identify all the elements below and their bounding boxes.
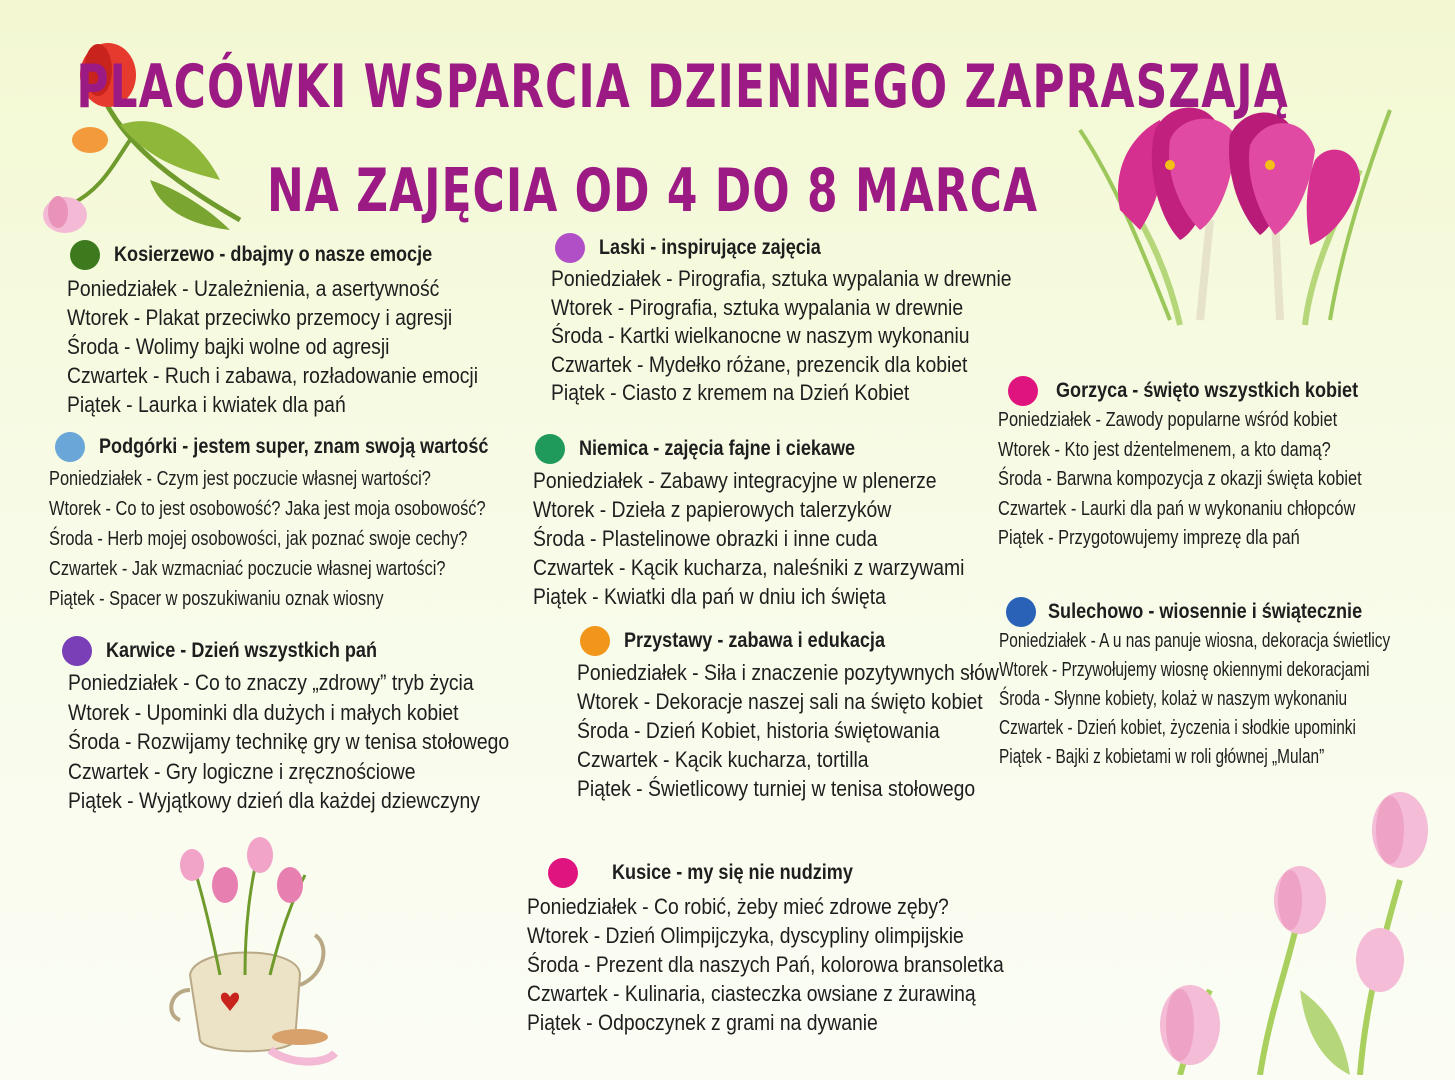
schedule-line: Piątek - Świetlicowy turniej w tenisa stołowego (577, 776, 976, 801)
schedule-line: Czwartek - Dzień kobiet, życzenia i słodkie upominki (999, 717, 1356, 739)
center-podgorki (49, 432, 581, 614)
bullet-dot (1008, 376, 1038, 406)
schedule-line: Wtorek - Pirografia, sztuka wypalania w drewnie (551, 294, 964, 320)
center-heading: Laski - inspirujące zajęcia (599, 236, 821, 259)
schedule-line: Środa - Dzień Kobiet, historia świętowania (577, 718, 940, 743)
bullet-dot (580, 626, 610, 656)
schedule-line: Środa - Kartki wielkanocne w naszym wykonaniu (551, 323, 970, 348)
schedule-line: Czwartek - Kącik kucharza, naleśniki z warzywami (533, 555, 965, 580)
bullet-dot (70, 240, 100, 270)
center-heading: Niemica - zajęcia fajne i ciekawe (579, 437, 856, 460)
schedule-line: Poniedziałek - Zabawy integracyjne w plenerze (533, 468, 937, 493)
schedule-line: Środa - Barwna kompozycja z okazji święta kobiet (998, 468, 1362, 490)
schedule-line: Wtorek - Kto jest dżentelmenem, a kto damą? (998, 438, 1331, 461)
center-przystawy (577, 626, 1056, 803)
center-kosierzewo (67, 240, 534, 419)
schedule-line: Wtorek - Upominki dla dużych i małych kobiet (68, 699, 459, 725)
schedule-line: Wtorek - Plakat przeciwko przemocy i agresji (67, 305, 453, 330)
schedule-line: Czwartek - Mydełko różane, prezencik dla kobiet (551, 351, 968, 377)
schedule-line: Wtorek - Dzień Olimpijczyka, dyscypliny olimpijskie (527, 923, 964, 948)
schedule-line: Wtorek - Dekoracje naszej sali na święto kobiet (577, 689, 983, 714)
center-heading: Przystawy - zabawa i edukacja (624, 629, 885, 652)
schedule-line: Wtorek - Co to jest osobowość? Jaka jest moja osobowość? (49, 498, 486, 520)
center-laski (551, 233, 1074, 408)
tulips-illustration-bottom-right (1140, 790, 1450, 1075)
schedule-line: Piątek - Spacer w poszukiwaniu oznak wiosny (49, 588, 384, 610)
schedule-line: Środa - Słynne kobiety, kolaż w naszym wykonaniu (999, 688, 1348, 710)
schedule-line: Wtorek - Dzieła z papierowych talerzyków (533, 497, 892, 522)
schedule-line: Piątek - Odpoczynek z grami na dywanie (527, 1010, 878, 1035)
center-heading: Kosierzewo - dbajmy o nasze emocje (114, 243, 433, 266)
bullet-dot (1006, 597, 1036, 627)
bullet-dot (535, 434, 565, 464)
schedule-line: Środa - Plastelinowe obrazki i inne cuda (533, 526, 878, 551)
schedule-line: Piątek - Ciasto z kremem na Dzień Kobiet (551, 380, 910, 405)
schedule-line: Środa - Rozwijamy technikę gry w tenisa stołowego (68, 729, 510, 754)
schedule-line: Czwartek - Jak wzmacniać poczucie własnej wartości? (49, 558, 446, 580)
schedule-line: Piątek - Wyjątkowy dzień dla każdej dziewczyny (68, 788, 480, 813)
center-karwice (62, 636, 569, 816)
center-gorzyca (998, 376, 1442, 554)
schedule-line: Poniedziałek - Siła i znaczenie pozytywnych słów (577, 660, 999, 685)
schedule-line: Środa - Wolimy bajki wolne od agresji (67, 334, 390, 359)
page-subtitle: NA ZAJĘCIA OD 4 DO 8 MARCA (266, 157, 1039, 226)
bullet-dot (548, 858, 578, 888)
schedule-line: Piątek - Kwiatki dla pań w dniu ich święta (533, 584, 886, 609)
center-heading: Karwice - Dzień wszystkich pań (106, 639, 377, 662)
schedule-line: Piątek - Przygotowujemy imprezę dla pań (998, 527, 1300, 549)
center-heading: Kusice - my się nie nudzimy (612, 861, 853, 884)
bullet-dot (62, 636, 92, 666)
schedule-line: Poniedziałek - Uzależnienia, a asertywność (67, 276, 440, 301)
schedule-line: Czwartek - Gry logiczne i zręcznościowe (68, 758, 416, 784)
schedule-line: Poniedziałek - Czym jest poczucie własnej wartości? (49, 468, 431, 490)
schedule-line: Poniedziałek - Co robić, żeby mieć zdrowe zęby? (527, 894, 949, 919)
schedule-line: Poniedziałek - Pirografia, sztuka wypalania w drewnie (551, 266, 1012, 291)
schedule-line: Czwartek - Kącik kucharza, tortilla (577, 747, 869, 772)
schedule-line: Poniedziałek - Co to znaczy „zdrowy” tryb życia (68, 670, 474, 695)
bullet-dot (555, 233, 585, 263)
schedule-line: Czwartek - Kulinaria, ciasteczka owsiane z żurawiną (527, 981, 976, 1006)
center-kusice (527, 858, 1069, 1037)
bullet-dot (55, 432, 85, 462)
schedule-line: Piątek - Laurka i kwiatek dla pań (67, 392, 346, 417)
schedule-line: Poniedziałek - A u nas panuje wiosna, dekoracja świetlicy (999, 630, 1391, 652)
schedule-line: Czwartek - Ruch i zabawa, rozładowanie emocji (67, 363, 479, 388)
schedule-line: Wtorek - Przywołujemy wiosnę okiennymi dekoracjami (999, 659, 1370, 681)
schedule-line: Piątek - Bajki z kobietami w roli głównej „Mulan” (999, 746, 1325, 768)
schedule-line: Środa - Herb mojej osobowości, jak poznać swoje cechy? (49, 528, 468, 550)
schedule-line: Czwartek - Laurki dla pań w wykonaniu chłopców (998, 497, 1356, 520)
center-heading: Gorzyca - święto wszystkich kobiet (1056, 379, 1359, 402)
tulip-vase-illustration (150, 825, 350, 1075)
page-title: PLACÓWKI WSPARCIA DZIENNEGO ZAPRASZAJĄ (76, 53, 1289, 122)
schedule-line: Poniedziałek - Zawody popularne wśród kobiet (998, 409, 1338, 431)
center-sulechowo (999, 597, 1455, 772)
schedule-line: Środa - Prezent dla naszych Pań, kolorowa bransoletka (527, 952, 1004, 977)
center-niemica (535, 434, 1023, 611)
center-heading: Podgórki - jestem super, znam swoją wartość (99, 435, 489, 458)
center-heading: Sulechowo - wiosennie i świątecznie (1048, 600, 1363, 623)
